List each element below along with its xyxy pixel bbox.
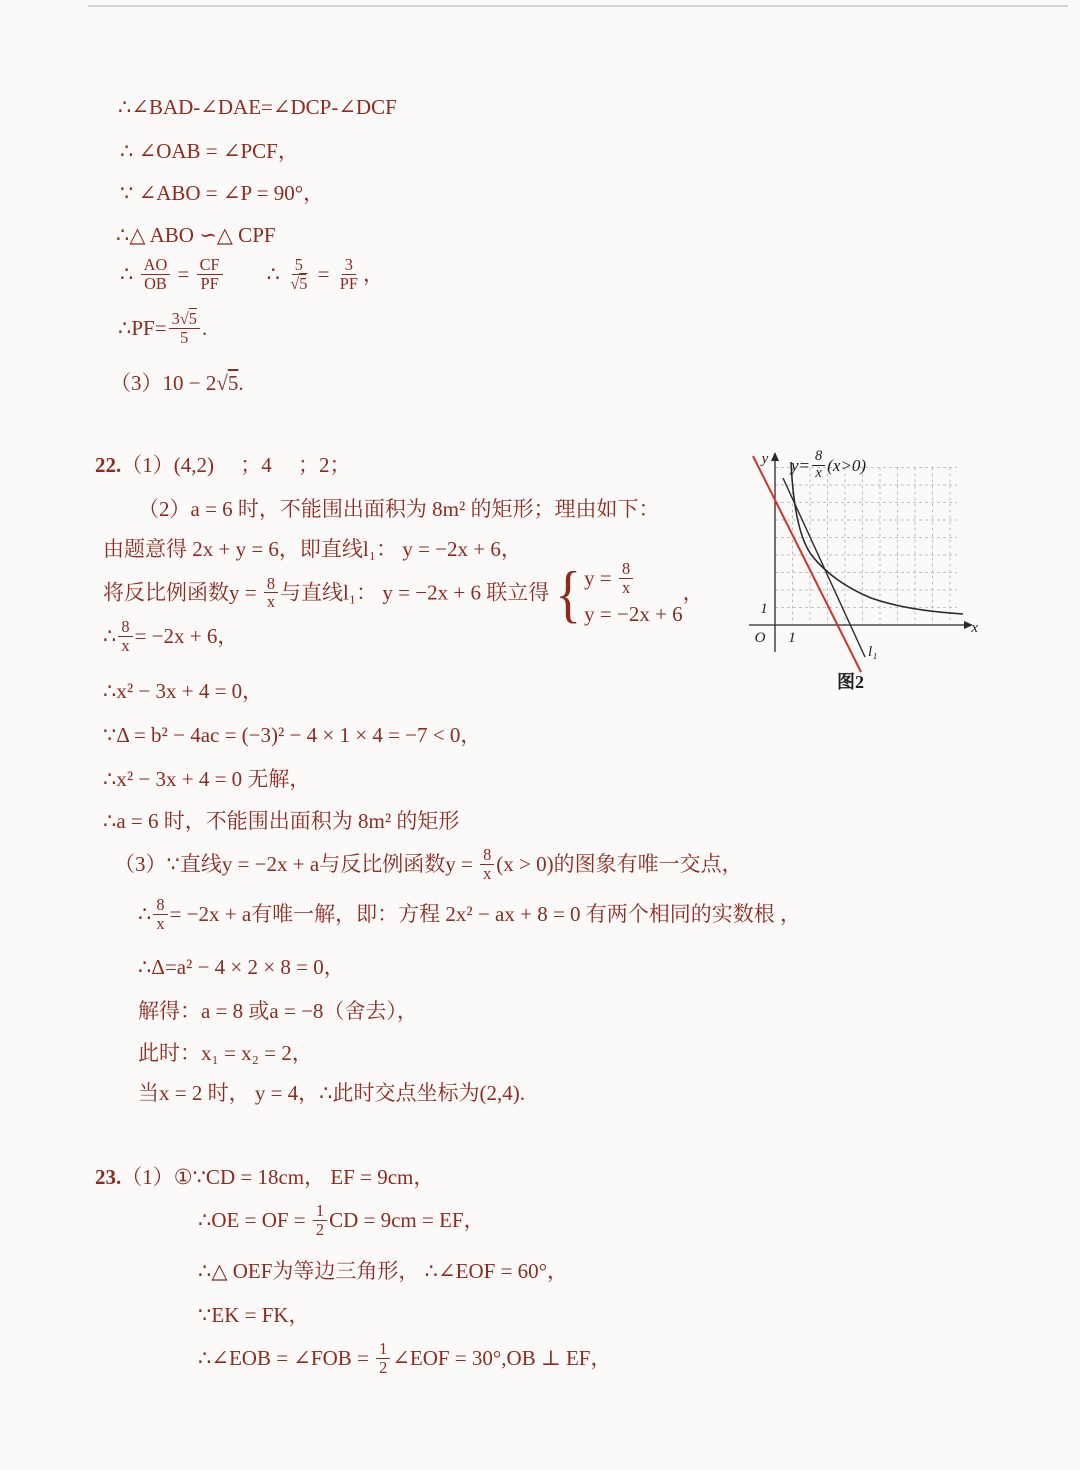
origin-label: O bbox=[754, 630, 766, 646]
text-line bbox=[103, 720, 481, 750]
curve-label-suffix: (x>0) bbox=[827, 456, 867, 476]
text-run: ∵ ∠ABO = ∠P = 90°， bbox=[120, 181, 325, 205]
x-axis-label: x bbox=[971, 620, 978, 636]
fraction: $\frac{5}{√5}$ bbox=[290, 255, 308, 293]
text-run: ∴x² − 3x + 4 = 0 无解， bbox=[103, 767, 311, 791]
text-line bbox=[138, 1038, 313, 1068]
equation-system: { y = $\frac{8}{x}$ y = −2x + 6 bbox=[555, 558, 683, 630]
text-line bbox=[198, 1300, 310, 1330]
fraction: $\frac{8}{x}$ bbox=[118, 618, 132, 654]
text-run: ∴∠BAD-∠DAE=∠DCP-∠DCF bbox=[118, 95, 397, 119]
text-run: 22. bbox=[95, 453, 122, 477]
text-run: 23. bbox=[95, 1165, 122, 1189]
text-run: ∴ bbox=[103, 623, 117, 648]
text-run: 解得：a = 8 或a = −8（舍去）， bbox=[138, 999, 418, 1023]
text-run: （2）a = 6 时，不能围出面积为 8m² 的矩形；理由如下： bbox=[138, 497, 660, 521]
text-run: ∠EOF = 30°,OB ⊥ EF， bbox=[392, 1345, 612, 1370]
text-line bbox=[116, 220, 276, 250]
graph-svg bbox=[735, 450, 990, 700]
curve-label-fraction bbox=[812, 449, 825, 481]
text-line bbox=[103, 676, 263, 706]
text-run: ∴△ OEF为等边三角形， ∴∠EOF = 60°， bbox=[198, 1259, 569, 1283]
fraction: $\frac{AO}{OB}$ bbox=[141, 256, 171, 292]
y-tick-label: 1 bbox=[760, 601, 768, 617]
text-line bbox=[198, 1256, 568, 1286]
text-run: （3）∵直线y = −2x + a与反比例函数y = bbox=[114, 851, 479, 876]
text-line bbox=[138, 895, 802, 934]
text-line bbox=[138, 996, 418, 1026]
text-run: = −2x + 6， bbox=[134, 623, 239, 648]
text-line bbox=[118, 309, 208, 348]
text-line bbox=[198, 1339, 612, 1378]
text-run: y = bbox=[584, 565, 617, 590]
text-line bbox=[95, 450, 351, 480]
text-line bbox=[118, 92, 397, 122]
text-run: ∴ bbox=[120, 261, 139, 286]
text-run: y = −2x + 6 bbox=[584, 602, 683, 627]
text-line bbox=[103, 764, 310, 794]
text-line bbox=[198, 1201, 485, 1240]
figure-graph bbox=[735, 450, 990, 702]
text-line bbox=[138, 494, 660, 524]
text-run: 此时：x₁ = x₂ = 2， bbox=[138, 1041, 313, 1065]
text-run: ∵EK = FK， bbox=[198, 1303, 310, 1327]
text-run: ∴a = 6 时，不能围出面积为 8m² 的矩形 bbox=[103, 809, 460, 833]
text-run: （3）10 − 2√5. bbox=[110, 371, 244, 395]
text-line bbox=[120, 255, 384, 294]
text-line bbox=[103, 617, 239, 656]
text-run: ∴Δ=a² − 4 × 2 × 8 = 0， bbox=[138, 955, 345, 979]
fraction: $\frac{3√5}{5}$ bbox=[169, 310, 200, 346]
curve-label-numerator: 8 bbox=[812, 449, 825, 466]
text-run: ∴ bbox=[224, 261, 286, 286]
figure-caption: 图2 bbox=[837, 672, 864, 692]
text-line bbox=[114, 845, 743, 884]
text-run: （1）(4,2) ；4 ；2； bbox=[121, 453, 351, 477]
text-run: 由题意得 2x + y = 6，即直线l₁： y = −2x + 6， bbox=[103, 537, 522, 561]
text-line bbox=[120, 178, 324, 208]
text-run: ∴∠EOB = ∠FOB = bbox=[198, 1345, 375, 1370]
text-run: = bbox=[172, 261, 195, 286]
curve-label-prefix: y= bbox=[791, 456, 811, 476]
text-run: ∴△ ABO ∽△ CPF bbox=[116, 223, 276, 247]
text-line bbox=[103, 558, 704, 630]
text-run: ∴ bbox=[138, 901, 152, 926]
text-run: CD = 9cm = EF， bbox=[329, 1207, 485, 1232]
y-axis-label: y bbox=[761, 451, 769, 467]
text-line bbox=[103, 534, 522, 564]
text-line bbox=[120, 136, 299, 166]
text-run: ∴x² − 3x + 4 = 0， bbox=[103, 679, 264, 703]
fraction: $\frac{1}{2}$ bbox=[313, 1202, 327, 1238]
text-run: 与直线l₁： y = −2x + 6 联立得 bbox=[280, 580, 550, 605]
text-run: . bbox=[201, 315, 208, 340]
text-run: ∴OE = OF = bbox=[198, 1207, 311, 1232]
fraction: $\frac{8}{x}$ bbox=[264, 575, 278, 611]
text-run: ∵Δ = b² − 4ac = (−3)² − 4 × 1 × 4 = −7 < 0， bbox=[103, 723, 482, 747]
curve-label-denominator: x bbox=[815, 464, 822, 481]
text-line bbox=[138, 952, 345, 982]
x-tick-label: 1 bbox=[788, 630, 796, 646]
text-line bbox=[110, 368, 244, 398]
text-run: = −2x + a有唯一解，即：方程 2x² − ax + 8 = 0 有两个相同的实数根 ， bbox=[169, 901, 802, 926]
fraction: $\frac{1}{2}$ bbox=[376, 1340, 390, 1376]
fraction: $\frac{CF}{PF}$ bbox=[197, 256, 223, 292]
fraction: $\frac{8}{x}$ bbox=[153, 896, 167, 932]
text-run: ， bbox=[362, 261, 384, 286]
text-run: 将反比例函数y = bbox=[103, 580, 262, 605]
text-line bbox=[103, 806, 459, 836]
text-run: = bbox=[312, 261, 335, 286]
text-line bbox=[95, 1162, 434, 1192]
text-run: ， bbox=[682, 580, 704, 605]
text-line bbox=[138, 1078, 525, 1108]
l1-label: l₁ bbox=[868, 644, 878, 660]
y-axis-arrow-icon bbox=[771, 452, 779, 461]
fraction: $\frac{3}{PF}$ bbox=[339, 255, 358, 293]
text-run: ∴ ∠OAB = ∠PCF， bbox=[120, 139, 299, 163]
text-run: （1）①∵CD = 18cm， EF = 9cm， bbox=[121, 1165, 435, 1189]
fraction: $\frac{8}{x}$ bbox=[619, 560, 633, 596]
fraction: $\frac{8}{x}$ bbox=[480, 846, 494, 882]
curve-equation-label bbox=[791, 450, 866, 482]
text-run: 当x = 2 时， y = 4，∴此时交点坐标为(2,4). bbox=[138, 1081, 526, 1105]
text-run: (x > 0)的图象有唯一交点， bbox=[496, 851, 743, 876]
text-run: ∴PF= bbox=[118, 315, 167, 340]
